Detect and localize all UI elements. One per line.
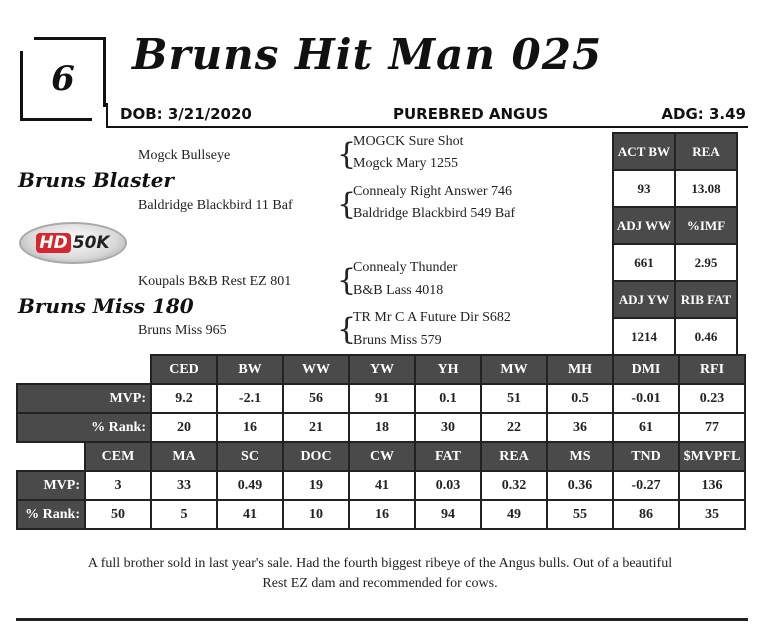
table-cell: 41 bbox=[217, 500, 283, 529]
table-cell: 56 bbox=[283, 384, 349, 413]
dam-sire: Koupals B&B Rest EZ 801 bbox=[138, 274, 292, 289]
table-cell: 41 bbox=[349, 471, 415, 500]
col-header: TND bbox=[613, 442, 679, 471]
imf-label: %IMF bbox=[675, 207, 737, 244]
info-bar bbox=[106, 103, 748, 128]
table-cell: 51 bbox=[481, 384, 547, 413]
ss-sire: MOGCK Sure Shot bbox=[353, 134, 464, 149]
col-header: YW bbox=[349, 355, 415, 384]
epd-top-rank-row bbox=[17, 413, 745, 442]
adj-ww-label: ADJ WW bbox=[613, 207, 675, 244]
table-cell: 0.5 bbox=[547, 384, 613, 413]
rea-value: 13.08 bbox=[675, 170, 737, 207]
sd-dam: Baldridge Blackbird 549 Baf bbox=[353, 206, 516, 221]
rib-fat-value: 0.46 bbox=[675, 318, 737, 355]
epd-top-mvp-row bbox=[17, 384, 745, 413]
table-cell: 61 bbox=[613, 413, 679, 442]
divider bbox=[16, 618, 748, 621]
description bbox=[30, 554, 730, 594]
table-cell: 50 bbox=[85, 500, 151, 529]
col-header: MW bbox=[481, 355, 547, 384]
rea-label: REA bbox=[675, 133, 737, 170]
adj-ww-value: 661 bbox=[613, 244, 675, 281]
row-label: % Rank: bbox=[17, 413, 151, 442]
table-cell: 19 bbox=[283, 471, 349, 500]
table-cell: 86 bbox=[613, 500, 679, 529]
table-cell: 5 bbox=[151, 500, 217, 529]
table-cell: 35 bbox=[679, 500, 745, 529]
act-bw-value: 93 bbox=[613, 170, 675, 207]
col-header: $MVPFL bbox=[679, 442, 745, 471]
table-cell: 0.32 bbox=[481, 471, 547, 500]
table-cell: 49 bbox=[481, 500, 547, 529]
epd-bottom-rank-row bbox=[17, 500, 745, 529]
adj-yw-label: ADJ YW bbox=[613, 281, 675, 318]
table-cell: 9.2 bbox=[151, 384, 217, 413]
epd-bottom-header-row bbox=[17, 442, 745, 471]
table-cell: 136 bbox=[679, 471, 745, 500]
rib-fat-label: RIB FAT bbox=[675, 281, 737, 318]
table-cell: 55 bbox=[547, 500, 613, 529]
table-cell: 91 bbox=[349, 384, 415, 413]
col-header: FAT bbox=[415, 442, 481, 471]
brace: { bbox=[337, 312, 357, 347]
sire: Bruns Blaster bbox=[18, 168, 174, 192]
sd-sire: Connealy Right Answer 746 bbox=[353, 184, 513, 199]
table-cell: 0.03 bbox=[415, 471, 481, 500]
dam: Bruns Miss 180 bbox=[18, 294, 194, 318]
table-cell: 30 bbox=[415, 413, 481, 442]
table-cell: 0.36 bbox=[547, 471, 613, 500]
dd-sire: TR Mr C A Future Dir S682 bbox=[353, 310, 511, 325]
row-label: MVP: bbox=[17, 471, 85, 500]
brace: { bbox=[337, 137, 357, 172]
table-cell: 3 bbox=[85, 471, 151, 500]
row-label: % Rank: bbox=[17, 500, 85, 529]
ss-dam: Mogck Mary 1255 bbox=[353, 156, 458, 171]
table-cell: 21 bbox=[283, 413, 349, 442]
adj-yw-value: 1214 bbox=[613, 318, 675, 355]
act-bw-label: ACT BW bbox=[613, 133, 675, 170]
lot-number: 6 bbox=[51, 59, 75, 99]
description-line: A full brother sold in last year's sale. Had the fourth biggest ribeye of the Angus bulls. Out of a beautiful bbox=[87, 556, 673, 571]
epd-table bbox=[16, 354, 746, 530]
col-header: MA bbox=[151, 442, 217, 471]
table-cell: 22 bbox=[481, 413, 547, 442]
table-cell: 0.23 bbox=[679, 384, 745, 413]
sire-dam: Baldridge Blackbird 11 Baf bbox=[138, 198, 293, 213]
adg: ADG: 3.49 bbox=[661, 105, 746, 123]
epd-bottom-mvp-row bbox=[17, 471, 745, 500]
table-cell: 16 bbox=[349, 500, 415, 529]
imf-value: 2.95 bbox=[675, 244, 737, 281]
col-header: CEM bbox=[85, 442, 151, 471]
dd-dam: Bruns Miss 579 bbox=[353, 333, 442, 348]
col-header: CED bbox=[151, 355, 217, 384]
col-header: CW bbox=[349, 442, 415, 471]
table-cell: -2.1 bbox=[217, 384, 283, 413]
hd50k-logo: HD 50K bbox=[19, 222, 127, 264]
dam-dam: Bruns Miss 965 bbox=[138, 323, 227, 338]
col-header: RFI bbox=[679, 355, 745, 384]
col-header: DOC bbox=[283, 442, 349, 471]
ds-dam: B&B Lass 4018 bbox=[353, 283, 444, 298]
lot-number-box bbox=[20, 37, 106, 121]
description-line: Rest EZ dam and recommended for cows. bbox=[262, 576, 498, 591]
table-cell: 36 bbox=[547, 413, 613, 442]
dob: DOB: 3/21/2020 bbox=[120, 105, 252, 123]
table-cell: 10 bbox=[283, 500, 349, 529]
epd-top-header-row bbox=[17, 355, 745, 384]
breed: PUREBRED ANGUS bbox=[393, 105, 549, 123]
row-label: MVP: bbox=[17, 384, 151, 413]
brace: { bbox=[337, 187, 357, 222]
table-cell: 18 bbox=[349, 413, 415, 442]
table-cell: -0.01 bbox=[613, 384, 679, 413]
col-header: MS bbox=[547, 442, 613, 471]
table-cell: -0.27 bbox=[613, 471, 679, 500]
table-cell: 94 bbox=[415, 500, 481, 529]
table-cell: 20 bbox=[151, 413, 217, 442]
col-header: BW bbox=[217, 355, 283, 384]
col-header: REA bbox=[481, 442, 547, 471]
performance-stats-table bbox=[612, 132, 738, 356]
col-header: DMI bbox=[613, 355, 679, 384]
table-cell: 77 bbox=[679, 413, 745, 442]
table-cell: 0.1 bbox=[415, 384, 481, 413]
col-header: YH bbox=[415, 355, 481, 384]
sire-sire: Mogck Bullseye bbox=[138, 148, 231, 163]
table-cell: 16 bbox=[217, 413, 283, 442]
table-cell: 33 bbox=[151, 471, 217, 500]
col-header: SC bbox=[217, 442, 283, 471]
col-header: MH bbox=[547, 355, 613, 384]
ds-sire: Connealy Thunder bbox=[353, 260, 458, 275]
animal-name: Bruns Hit Man 025 bbox=[132, 30, 603, 79]
col-header: WW bbox=[283, 355, 349, 384]
brace: { bbox=[337, 263, 357, 298]
table-cell: 0.49 bbox=[217, 471, 283, 500]
